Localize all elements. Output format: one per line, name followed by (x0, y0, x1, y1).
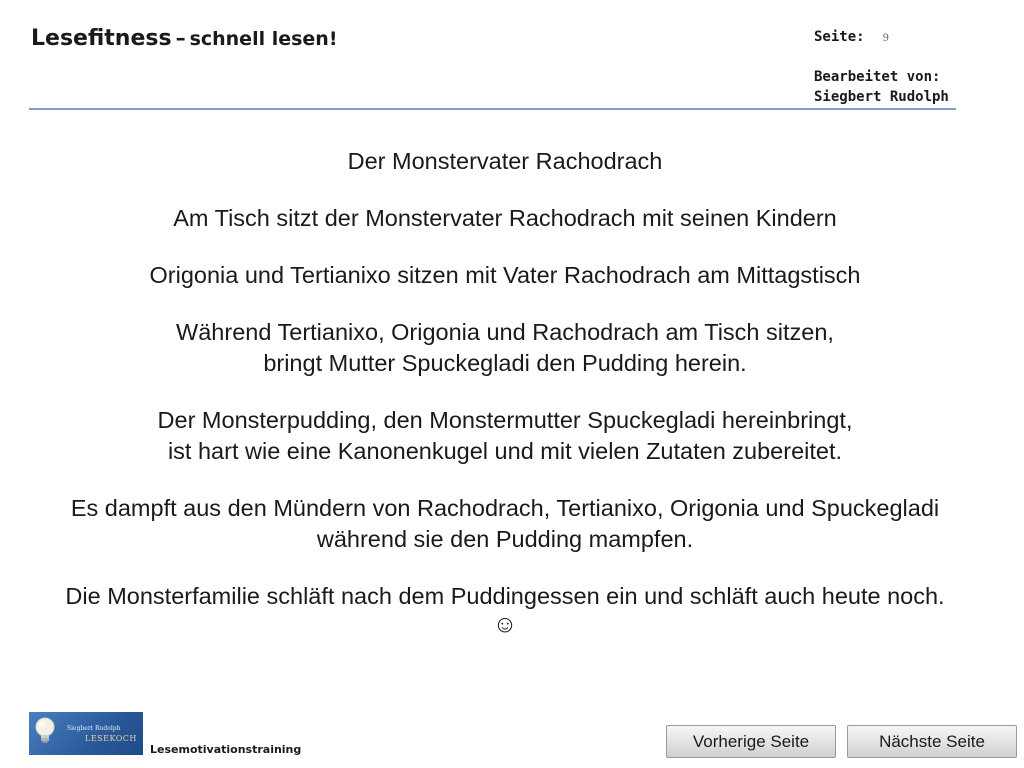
text-line: bringt Mutter Spuckegladi den Pudding herein. (263, 350, 747, 376)
lightbulb-icon (33, 716, 57, 746)
text-line: Der Monsterpudding, den Monstermutter Spuckegladi hereinbringt, (157, 407, 853, 433)
page-meta (814, 27, 949, 107)
text-paragraph (0, 493, 1010, 555)
smiley-icon: ☺ (492, 611, 518, 638)
title-separator: – (175, 26, 186, 50)
previous-page-button[interactable]: Vorherige Seite (666, 725, 836, 758)
text-line: Am Tisch sitzt der Monstervater Rachodrach mit seinen Kindern (173, 205, 837, 231)
logo-brand: LESEKOCH (85, 734, 137, 743)
text-line: Origonia und Tertianixo sitzen mit Vater Rachodrach am Mittagstisch (149, 262, 861, 288)
page-number: 9 (882, 33, 889, 44)
text-paragraph (0, 203, 1010, 234)
text-line: Während Tertianixo, Origonia und Rachodrach am Tisch sitzen, (176, 319, 834, 345)
title-main: Lesefitness (31, 26, 172, 51)
editor-label: Bearbeitet von: (814, 69, 941, 85)
text-line: Die Monsterfamilie schläft nach dem Puddingessen ein und schläft auch heute noch. (65, 583, 945, 609)
lesekoch-logo (29, 712, 143, 755)
text-paragraph (0, 260, 1010, 291)
page-title (31, 26, 338, 51)
logo-author: Siegbert Rudolph (67, 725, 121, 732)
next-page-button[interactable]: Nächste Seite (847, 725, 1017, 758)
text-paragraph (0, 405, 1010, 467)
text-paragraph (0, 317, 1010, 379)
title-subtitle: schnell lesen! (189, 28, 338, 50)
editor-name: Siegbert Rudolph (814, 89, 949, 105)
text-line: Der Monstervater Rachodrach (347, 148, 663, 174)
text-line: ist hart wie eine Kanonenkugel und mit vielen Zutaten zubereitet. (167, 438, 843, 464)
reading-text (0, 146, 1010, 666)
text-paragraph (0, 581, 1010, 640)
text-line: während sie den Pudding mampfen. (316, 526, 694, 552)
header-divider (29, 108, 956, 110)
page-label: Seite: (814, 29, 865, 45)
story-heading (0, 146, 1010, 177)
text-line: Es dampft aus den Mündern von Rachodrach, Tertianixo, Origonia und Spuckegladi (70, 495, 940, 521)
editor-info (814, 67, 949, 107)
footer-label: Lesemotivationstraining (150, 743, 302, 756)
page-indicator (814, 27, 949, 49)
